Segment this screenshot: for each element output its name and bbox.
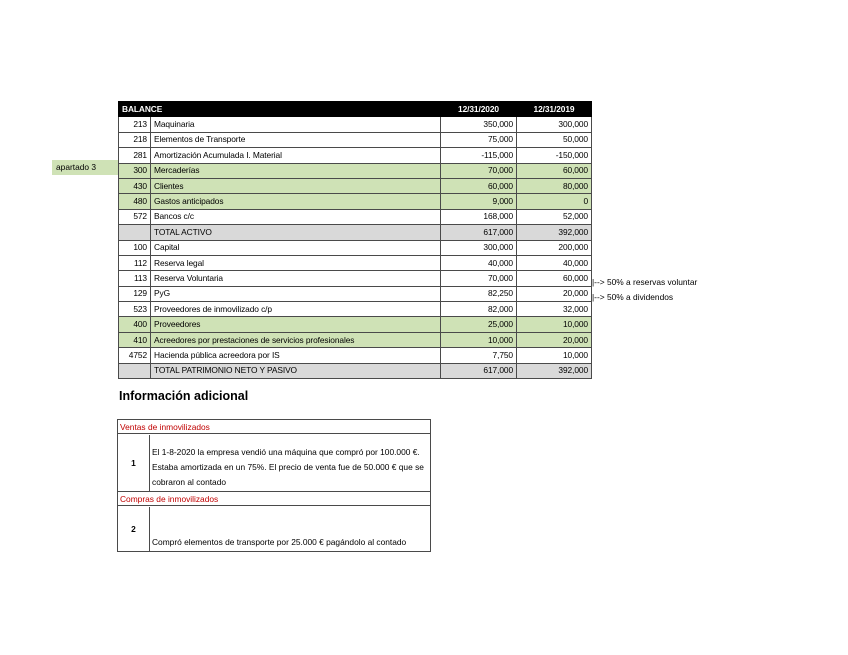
table-row <box>119 348 592 363</box>
value-2019: 200,000 <box>517 240 592 255</box>
value-2019: 40,000 <box>517 255 592 270</box>
column-header-2019: 12/31/2019 <box>517 102 592 117</box>
value-2019: 392,000 <box>517 363 592 378</box>
table-row <box>119 194 592 209</box>
value-2020: 168,000 <box>441 209 517 224</box>
value-2020: 40,000 <box>441 255 517 270</box>
balance-table <box>118 101 592 379</box>
account-name: TOTAL ACTIVO <box>151 225 441 240</box>
value-2020: 7,750 <box>441 348 517 363</box>
table-row <box>119 302 592 317</box>
value-2020: 25,000 <box>441 317 517 332</box>
account-name: Hacienda pública acreedora por IS <box>151 348 441 363</box>
additional-info-box <box>117 419 431 552</box>
value-2020: 82,000 <box>441 302 517 317</box>
total-assets-row <box>119 225 592 240</box>
account-code: 218 <box>119 132 151 147</box>
table-row <box>119 317 592 332</box>
account-name: Acreedores por prestaciones de servicios profesionales <box>151 332 441 347</box>
note-dividends: |--> 50% a dividendos <box>592 292 674 302</box>
account-name: Proveedores de inmovilizado c/p <box>151 302 441 317</box>
account-name: TOTAL PATRIMONIO NETO Y PASIVO <box>151 363 441 378</box>
table-row <box>119 132 592 147</box>
value-2020: 617,000 <box>441 225 517 240</box>
account-code: 213 <box>119 117 151 132</box>
account-code: 410 <box>119 332 151 347</box>
table-row <box>119 209 592 224</box>
item-text: Compró elementos de transporte por 25.000 € pagándolo al contado <box>152 537 407 547</box>
value-2020: 300,000 <box>441 240 517 255</box>
table-row <box>119 332 592 347</box>
value-2020: 82,250 <box>441 286 517 301</box>
item-number: 2 <box>118 507 150 551</box>
value-2019: 20,000 <box>517 286 592 301</box>
info-section-title: Información adicional <box>119 389 249 403</box>
account-name: Maquinaria <box>151 117 441 132</box>
account-name: Reserva legal <box>151 255 441 270</box>
account-code: 572 <box>119 209 151 224</box>
value-2019: 10,000 <box>517 348 592 363</box>
account-code: 480 <box>119 194 151 209</box>
value-2019: 0 <box>517 194 592 209</box>
table-row <box>119 255 592 270</box>
balance-title: BALANCE <box>119 102 441 117</box>
account-code: 430 <box>119 178 151 193</box>
account-name: Proveedores <box>151 317 441 332</box>
table-row <box>119 271 592 286</box>
value-2020: 617,000 <box>441 363 517 378</box>
account-code: 112 <box>119 255 151 270</box>
value-2020: 350,000 <box>441 117 517 132</box>
account-name: Clientes <box>151 178 441 193</box>
account-code: 281 <box>119 148 151 163</box>
purchases-header: Compras de inmovilizados <box>118 492 430 506</box>
value-2020: 75,000 <box>441 132 517 147</box>
value-2019: 10,000 <box>517 317 592 332</box>
value-2019: 32,000 <box>517 302 592 317</box>
value-2020: 60,000 <box>441 178 517 193</box>
account-name: Capital <box>151 240 441 255</box>
value-2020: 10,000 <box>441 332 517 347</box>
column-header-2020: 12/31/2020 <box>441 102 517 117</box>
balance-header-row <box>119 102 592 117</box>
value-2019: 392,000 <box>517 225 592 240</box>
value-2019: 60,000 <box>517 271 592 286</box>
table-row <box>119 148 592 163</box>
value-2019: 50,000 <box>517 132 592 147</box>
total-equity-liabilities-row <box>119 363 592 378</box>
account-name: Elementos de Transporte <box>151 132 441 147</box>
account-code: 100 <box>119 240 151 255</box>
account-code <box>119 225 151 240</box>
account-name: Gastos anticipados <box>151 194 441 209</box>
side-label-apartado: apartado 3 <box>52 160 118 175</box>
sales-header: Ventas de inmovilizados <box>118 420 430 434</box>
account-name: PyG <box>151 286 441 301</box>
account-code: 129 <box>119 286 151 301</box>
value-2020: -115,000 <box>441 148 517 163</box>
value-2019: -150,000 <box>517 148 592 163</box>
account-name: Bancos c/c <box>151 209 441 224</box>
table-row <box>119 240 592 255</box>
account-code: 523 <box>119 302 151 317</box>
account-code <box>119 363 151 378</box>
value-2019: 52,000 <box>517 209 592 224</box>
account-name: Amortización Acumulada I. Material <box>151 148 441 163</box>
value-2020: 70,000 <box>441 163 517 178</box>
account-code: 400 <box>119 317 151 332</box>
table-row <box>119 117 592 132</box>
value-2020: 9,000 <box>441 194 517 209</box>
table-row <box>119 163 592 178</box>
value-2019: 80,000 <box>517 178 592 193</box>
table-row <box>119 286 592 301</box>
item-number: 1 <box>118 435 150 491</box>
account-code: 4752 <box>119 348 151 363</box>
account-code: 300 <box>119 163 151 178</box>
value-2019: 20,000 <box>517 332 592 347</box>
value-2019: 300,000 <box>517 117 592 132</box>
account-name: Reserva Voluntaria <box>151 271 441 286</box>
account-name: Mercaderías <box>151 163 441 178</box>
info-item-sales <box>118 435 430 492</box>
value-2020: 70,000 <box>441 271 517 286</box>
account-code: 113 <box>119 271 151 286</box>
note-reserves: |--> 50% a reservas voluntar <box>592 277 698 287</box>
info-item-purchases <box>118 507 430 551</box>
value-2019: 60,000 <box>517 163 592 178</box>
table-row <box>119 178 592 193</box>
item-text: El 1-8-2020 la empresa vendió una máquina que compró por 100.000 €. Estaba amortizada en un 75%. El precio de venta fue de 50.000 € que se cobraron al contado <box>152 447 424 487</box>
